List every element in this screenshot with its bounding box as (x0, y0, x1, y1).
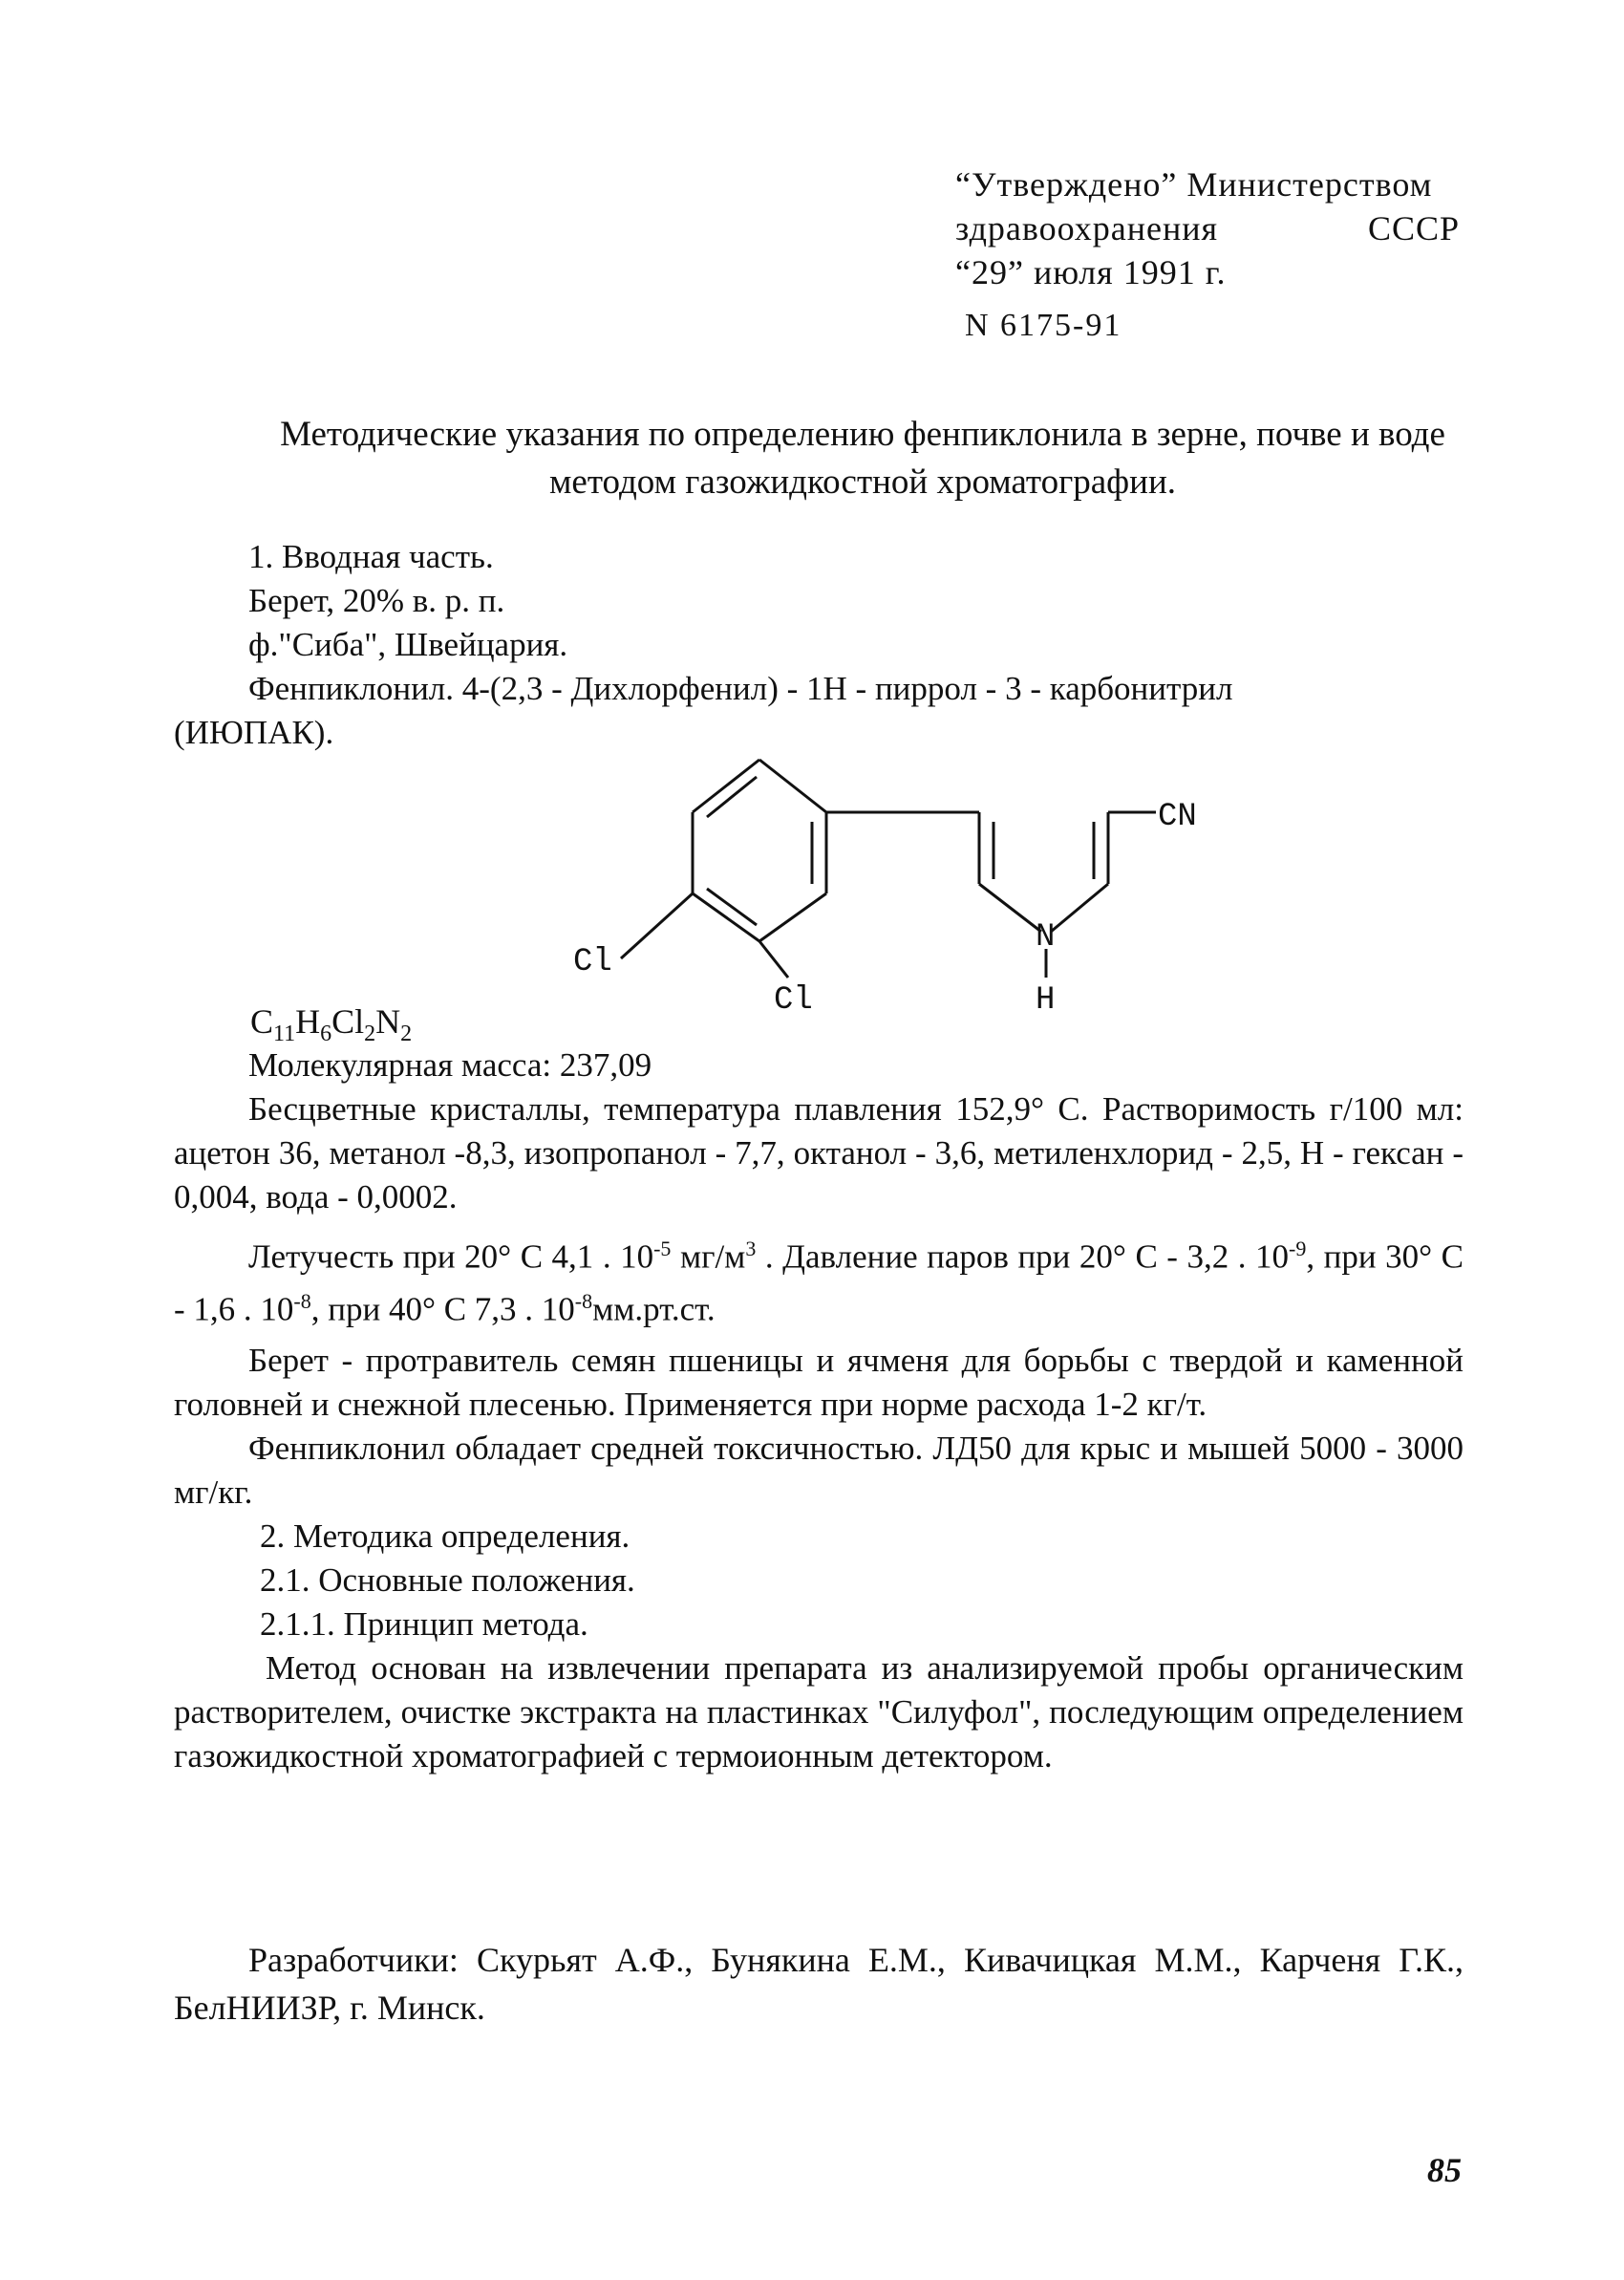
formula-count: 2 (400, 1022, 413, 1047)
formula-element: C (250, 1002, 274, 1041)
properties-section (174, 1043, 1464, 1778)
volatility-text: мм.рт.ст. (592, 1290, 716, 1328)
iupac-name: Фенпиклонил. 4-(2,3 - Дихлорфенил) - 1Н - пиррол - 3 - карбонитрил (248, 670, 1233, 707)
approval-line-2-right: СССР (1367, 209, 1460, 247)
iupac-label: (ИЮПАК). (174, 714, 334, 751)
exponent: 3 (745, 1237, 757, 1260)
bond (759, 760, 826, 812)
approval-line-2 (955, 206, 1460, 250)
formula-count: 11 (273, 1022, 296, 1047)
approval-date: “29” июля 1991 г. (955, 253, 1227, 291)
bond (693, 760, 759, 812)
formula-element: N (375, 1002, 401, 1041)
volatility-text: , при 30° С - 1,6 . 10 (174, 1237, 1464, 1328)
volatility-text: Летучесть при 20° С 4,1 . 10 (248, 1237, 654, 1276)
bond (759, 893, 826, 941)
volatility (174, 1227, 1464, 1331)
n-label: N (1036, 919, 1056, 956)
volatility-text: . Давление паров при 20° С - 3,2 . 10 (756, 1237, 1290, 1276)
physical-properties: Бесцветные кристаллы, температура плавления 152,9° С. Растворимость г/100 мл: ацетон 36, метанол -8,3, изопропанол - 7,7, октанол - 3,6, метиленхлорид - 2,5, Н - гексан - 0,004, вода - 0,0002. (174, 1090, 1464, 1215)
cn-label: CN (1158, 799, 1197, 835)
page-number: 85 (1427, 2151, 1462, 2189)
product-name: Берет, 20% в. р. п. (248, 582, 505, 619)
structural-formula (545, 741, 1213, 1027)
bond (693, 893, 759, 941)
exponent: -8 (574, 1288, 593, 1313)
exponent: -9 (1289, 1237, 1307, 1260)
developers: Разработчики: Скурьят А.Ф., Бунякина Е.М., Кивачицкая М.М., Карченя Г.К., БелНИИЗР, г. Минск. (174, 1941, 1464, 2027)
method-principle: Метод основан на извлечении препарата из анализируемой пробы органическим растворителем, очистке экстракта на пластинках "Силуфол", последующим определением газожидкостной хроматографией с термоионным детектором. (174, 1649, 1464, 1775)
cl-label-1: Cl (573, 944, 612, 980)
bond (979, 884, 1041, 932)
exponent: -5 (653, 1237, 672, 1260)
exponent: -8 (293, 1288, 311, 1313)
volatility-text: , при 40° С 7,3 . 10 (310, 1290, 575, 1328)
cl-label-2: Cl (774, 982, 813, 1019)
section-2-heading: 2. Методика определения. (260, 1517, 630, 1556)
formula-count: 6 (320, 1022, 332, 1047)
bond (1051, 884, 1108, 932)
document-title: Методические указания по определению фенпиклонила в зерне, почве и воде методом газожидкостной хроматографии. (280, 415, 1445, 502)
toxicity: Фенпиклонил обладает средней токсичностью. ЛД50 для крыс и мышей 5000 - 3000 мг/кг. (174, 1430, 1464, 1512)
approval-stamp (955, 162, 1460, 294)
formula-element: Cl (331, 1002, 365, 1041)
volatility-text: мг/м (671, 1237, 746, 1276)
intro-section (174, 535, 1464, 755)
formula-count: 2 (364, 1022, 376, 1047)
formula-element: H (295, 1002, 321, 1041)
approval-line-2-left: здравоохранения (955, 209, 1219, 247)
intro-heading: 1. Вводная часть. (248, 538, 494, 575)
usage: Берет - протравитель семян пшеницы и ячменя для борьбы с твердой и каменной головней и снежной плесенью. Применяется при норме расхода 1-2 кг/т. (174, 1342, 1464, 1424)
double-bond (707, 889, 757, 925)
bond (759, 941, 788, 978)
approval-line-1: “Утверждено” Министерством (955, 165, 1433, 204)
molecular-formula (250, 1001, 412, 1047)
molecular-mass: Молекулярная масса: 237,09 (248, 1046, 652, 1084)
section-2-1-1-heading: 2.1.1. Принцип метода. (260, 1605, 588, 1644)
manufacturer: ф."Сиба", Швейцария. (248, 626, 568, 663)
document-number: N 6175-91 (965, 308, 1122, 343)
section-2-1-heading: 2.1. Основные положения. (260, 1561, 635, 1600)
bond (621, 893, 693, 958)
h-label: H (1036, 982, 1056, 1019)
